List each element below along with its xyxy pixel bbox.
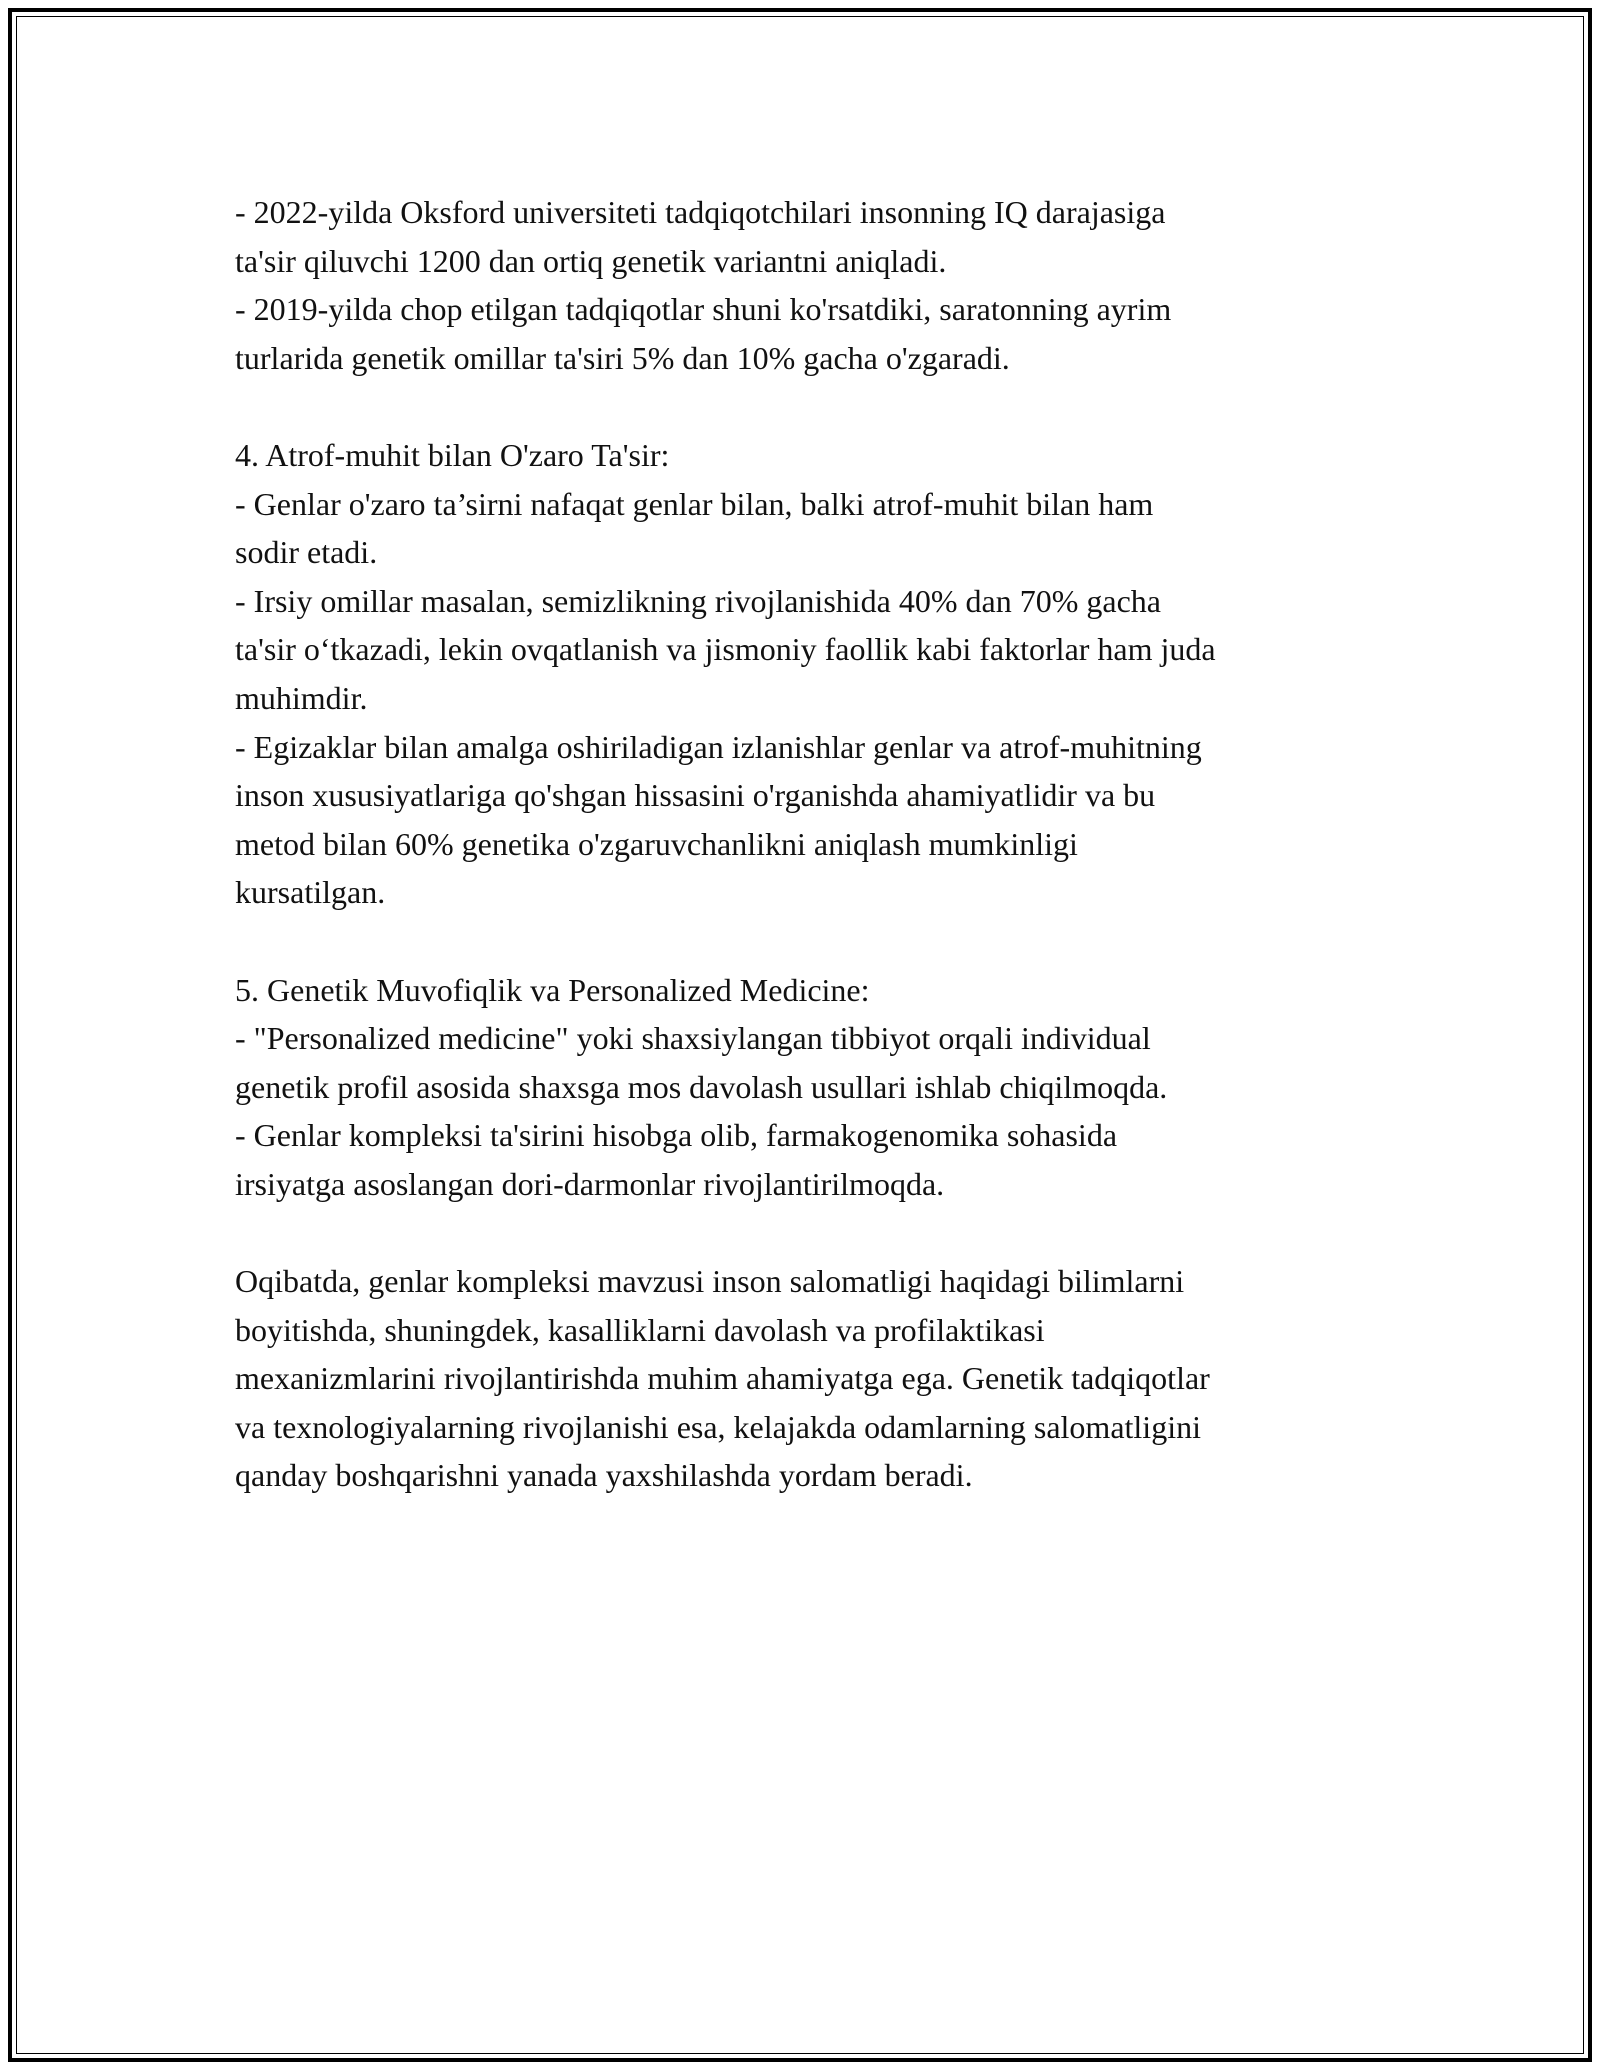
text-line: - 2019-yilda chop etilgan tadqiqotlar shuni ko'rsatdiki, saratonning ayrim xyxy=(235,291,1172,328)
text-line: ta'sir o‘tkazadi, lekin ovqatlanish va jismoniy faollik kabi faktorlar ham juda xyxy=(235,631,1216,668)
text-line: turlarida genetik omillar ta'siri 5% dan 10% gacha o'zgaradi. xyxy=(235,339,1010,376)
section-5-heading: 5. Genetik Muvofiqlik va Personalized Medicine: xyxy=(235,971,870,1008)
text-line: genetik profil asosida shaxsga mos davolash usullari ishlab chiqilmoqda. xyxy=(235,1068,1168,1105)
conclusion-paragraph xyxy=(235,1257,1385,1500)
text-line: - Genlar o'zaro ta’sirni nafaqat genlar bilan, balki atrof-muhit bilan ham xyxy=(235,485,1154,522)
text-line: - Genlar kompleksi ta'sirini hisobga olib, farmakogenomika sohasida xyxy=(235,1117,1118,1154)
section-5 xyxy=(235,966,1385,1209)
text-line: inson xususiyatlariga qo'shgan hissasini o'rganishda ahamiyatlidir va bu xyxy=(235,777,1156,814)
text-line: irsiyatga asoslangan dori-darmonlar rivojlantirilmoqda. xyxy=(235,1165,945,1202)
text-line: muhimdir. xyxy=(235,679,368,716)
text-line: kursatilgan. xyxy=(235,874,386,911)
section-4-heading: 4. Atrof-muhit bilan O'zaro Ta'sir: xyxy=(235,436,670,473)
text-line: - Egizaklar bilan amalga oshiriladigan izlanishlar genlar va atrof-muhitning xyxy=(235,728,1202,765)
text-line: ta'sir qiluvchi 1200 dan ortiq genetik variantni aniqladi. xyxy=(235,242,947,279)
text-line: - 2022-yilda Oksford universiteti tadqiqotchilari insonning IQ darajasiga xyxy=(235,194,1166,230)
text-line: - "Personalized medicine" yoki shaxsiylangan tibbiyot orqali individual xyxy=(235,1020,1151,1057)
paragraph-spacer xyxy=(235,1208,1385,1257)
text-line: - Irsiy omillar masalan, semizlikning rivojlanishida 40% dan 70% gacha xyxy=(235,582,1161,619)
text-line: mexanizmlarini rivojlantirishda muhim ahamiyatga ega. Genetik tadqiqotlar xyxy=(235,1360,1210,1397)
paragraph-research-facts xyxy=(235,188,1385,382)
text-line: Oqibatda, genlar kompleksi mavzusi inson salomatligi haqidagi bilimlarni xyxy=(235,1263,1185,1300)
text-line: va texnologiyalarning rivojlanishi esa, kelajakda odamlarning salomatligini xyxy=(235,1408,1201,1445)
paragraph-spacer xyxy=(235,917,1385,966)
text-line: sodir etadi. xyxy=(235,534,378,571)
text-line: metod bilan 60% genetika o'zgaruvchanlikni aniqlash mumkinligi xyxy=(235,825,1078,862)
text-line: boyitishda, shuningdek, kasalliklarni davolash va profilaktikasi xyxy=(235,1311,1045,1348)
text-line: qanday boshqarishni yanada yaxshilashda yordam beradi. xyxy=(235,1457,973,1494)
paragraph-spacer xyxy=(235,382,1385,431)
document-body xyxy=(235,188,1385,1500)
section-4 xyxy=(235,431,1385,917)
